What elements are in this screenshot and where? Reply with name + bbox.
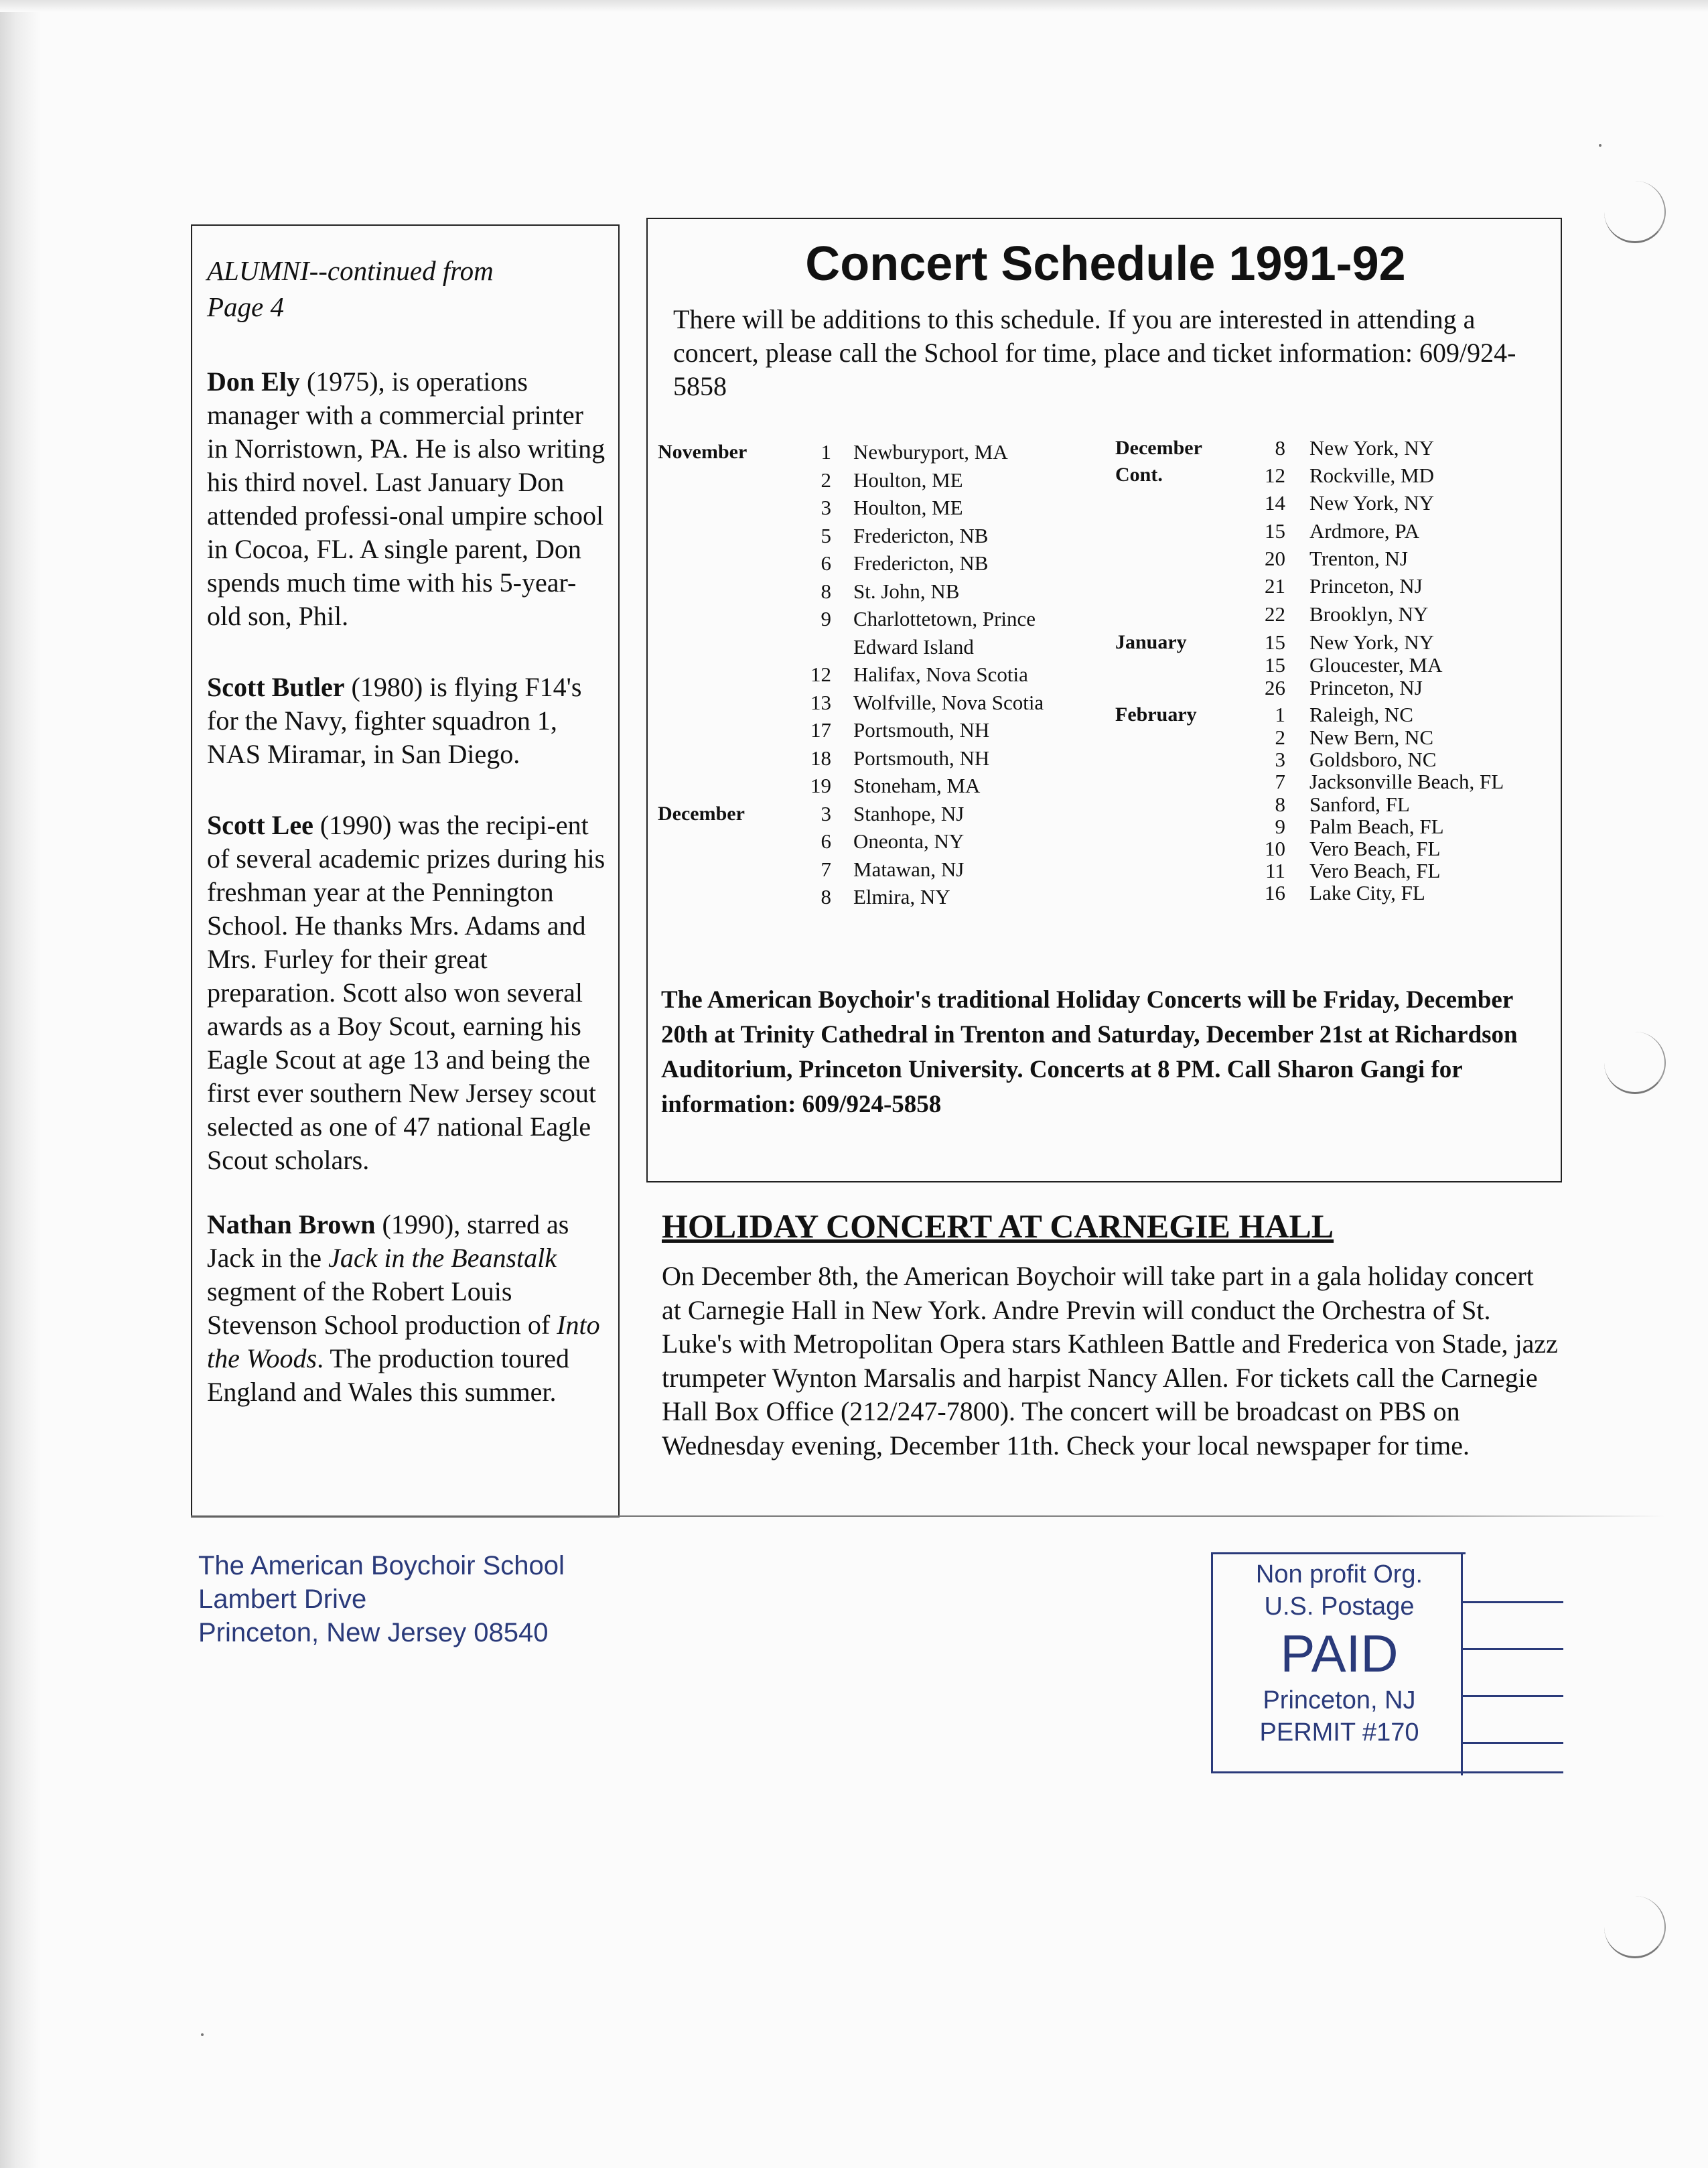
schedule-day: 11 [1265, 859, 1285, 882]
alumni-name: Nathan Brown [207, 1209, 376, 1239]
schedule-columns [658, 436, 1555, 923]
schedule-day: 5 [821, 523, 831, 547]
binder-hole-bottom [1604, 1896, 1666, 1958]
schedule-day: 15 [1265, 653, 1285, 677]
month-label-december-cont: December [1115, 437, 1202, 459]
month-label-january: January [1115, 631, 1187, 653]
schedule-day: 22 [1265, 602, 1285, 626]
schedule-place: Wolfville, Nova Scotia [853, 690, 1044, 714]
schedule-place: Edward Island [853, 634, 974, 659]
alumni-italic-title: Jack in the Beanstalk [328, 1243, 557, 1273]
alumni-name: Scott Lee [207, 810, 313, 840]
binder-hole-middle [1604, 1032, 1666, 1094]
schedule-place: Rockville, MD [1309, 464, 1434, 487]
alumni-entry-don-ely [207, 365, 609, 633]
schedule-day: 15 [1265, 519, 1285, 543]
schedule-place: Princeton, NJ [1309, 574, 1423, 598]
schedule-title: Concert Schedule 1991-92 [805, 237, 1406, 291]
schedule-place: Portsmouth, NH [853, 746, 990, 770]
schedule-place: Jacksonville Beach, FL [1309, 770, 1504, 793]
alumni-text: (1980) is flying F14's for the Navy, fighter squadron 1, NAS Miramar, in San Diego. [207, 672, 582, 769]
schedule-place: Oneonta, NY [853, 829, 965, 853]
schedule-day: 21 [1265, 574, 1285, 598]
schedule-day: 1 [1275, 703, 1285, 726]
alumni-heading [207, 253, 609, 325]
alumni-text: segment of the Robert Louis Stevenson School production of [207, 1276, 557, 1340]
schedule-place: Charlottetown, Prince [853, 607, 1036, 630]
month-label-november: November [658, 441, 748, 463]
alumni-italic-title: Into the Woods [207, 1310, 600, 1373]
schedule-place: Stoneham, MA [853, 774, 981, 797]
indicia-rule [1463, 1742, 1563, 1744]
schedule-place: New Bern, NC [1309, 726, 1434, 749]
indicia-line: Non profit Org. [1255, 1560, 1423, 1588]
schedule-day: 3 [821, 496, 831, 519]
schedule-place: Palm Beach, FL [1309, 815, 1444, 838]
schedule-place: New York, NY [1309, 630, 1435, 654]
schedule-day: 9 [821, 607, 831, 630]
schedule-intro: There will be additions to this schedule. If you are interested in attending a concert, please call the School for time, place and ticket information: 609/924-5858 [673, 304, 1516, 401]
schedule-place: Goldsboro, NC [1309, 748, 1437, 771]
scan-speck [1599, 144, 1602, 147]
address-line: Lambert Drive [198, 1584, 367, 1614]
schedule-day: 10 [1265, 837, 1285, 860]
schedule-place: Princeton, NJ [1309, 676, 1423, 699]
address-line: Princeton, New Jersey 08540 [198, 1618, 549, 1647]
alumni-text: (1990) was the recipi-ent of several academic prizes during his freshman year at the Pennington School. He thanks Mrs. Adams and Mrs. Furley for their great preparation. Scott also won several awards as a Boy Scout, earning his Eagle Scout at age 13 and being the first ever southern New Jersey scout selected as one of 47 national Eagle Scout scholars. [207, 810, 606, 1175]
schedule-day: 3 [1275, 748, 1285, 771]
schedule-day: 6 [821, 551, 831, 575]
schedule-place: Lake City, FL [1309, 881, 1425, 904]
schedule-place: Ardmore, PA [1309, 519, 1420, 543]
schedule-place: Fredericton, NB [853, 551, 989, 575]
schedule-place: Stanhope, NJ [853, 801, 965, 825]
schedule-day: 17 [810, 718, 831, 742]
page-divider [191, 1515, 1664, 1517]
schedule-place: New York, NY [1309, 491, 1435, 515]
schedule-place: Fredericton, NB [853, 523, 989, 547]
return-address [198, 1549, 565, 1649]
schedule-place: Brooklyn, NY [1309, 602, 1429, 626]
schedule-day: 2 [821, 468, 831, 492]
binder-hole-top [1604, 181, 1666, 243]
alumni-text: (1990), starred as Jack in the [207, 1209, 569, 1273]
alumni-heading-text: ALUMNI--continued from [207, 255, 494, 286]
schedule-day: 8 [821, 579, 831, 603]
schedule-day: 1 [821, 440, 831, 464]
schedule-day: 15 [1265, 630, 1285, 654]
schedule-day: 19 [810, 774, 831, 797]
alumni-column [191, 224, 620, 1517]
schedule-place: Newburyport, MA [853, 440, 1008, 464]
schedule-day: 16 [1265, 881, 1285, 904]
schedule-day: 8 [821, 885, 831, 908]
indicia-rule [1463, 1771, 1563, 1773]
schedule-place: Vero Beach, FL [1309, 859, 1441, 882]
schedule-day: 7 [821, 857, 831, 881]
indicia-rule [1463, 1695, 1563, 1697]
schedule-place: New York, NY [1309, 436, 1435, 460]
indicia-rule [1463, 1601, 1563, 1603]
holiday-concerts-note: The American Boychoir's traditional Holiday Concerts will be Friday, December 20th at Trinity Cathedral in Trenton and Saturday, December 21st at Richardson Auditorium, Princeton University. Concerts at 8 PM. Call Sharon Gangi for information: 609/924-5858 [661, 986, 1518, 1118]
address-line: The American Boychoir School [198, 1551, 565, 1580]
alumni-name: Don Ely [207, 366, 300, 397]
schedule-day: 12 [1265, 464, 1285, 487]
concert-schedule-box [646, 218, 1562, 1182]
schedule-day: 7 [1275, 770, 1285, 793]
schedule-day: 8 [1275, 793, 1285, 816]
month-label-cont: Cont. [1115, 464, 1163, 486]
indicia-paid: PAID [1280, 1624, 1399, 1683]
schedule-day: 13 [810, 690, 831, 714]
holiday-article-body: On December 8th, the American Boychoir will take part in a gala holiday concert at Carnegie Hall in New York. Andre Previn will conduct the Orchestra of St. Luke's with Metropolitan Opera stars Kathleen Battle and Frederica von Stade, jazz trumpeter Wynton Marsalis and harpist Nancy Allen. For tickets call the Carnegie Hall Box Office (212/247-7800). The concert will be broadcast on PBS on Wednesday evening, December 11th. Check your local newspaper for time. [662, 1261, 1558, 1461]
scan-edge-shadow [0, 0, 40, 2168]
schedule-place: Portsmouth, NH [853, 718, 990, 742]
month-label-february: February [1115, 703, 1197, 726]
schedule-place: Gloucester, MA [1309, 653, 1443, 677]
indicia-line: U.S. Postage [1264, 1593, 1415, 1621]
schedule-day: 12 [810, 663, 831, 686]
schedule-day: 14 [1265, 491, 1285, 515]
schedule-place: Elmira, NY [853, 885, 950, 908]
schedule-place: Houlton, ME [853, 496, 963, 519]
schedule-day: 26 [1265, 676, 1285, 699]
alumni-name: Scott Butler [207, 672, 345, 702]
schedule-place: Houlton, ME [853, 468, 963, 492]
schedule-place: St. John, NB [853, 579, 960, 603]
schedule-day: 3 [821, 801, 831, 825]
alumni-entry-scott-lee [207, 809, 609, 1177]
schedule-day: 6 [821, 829, 831, 853]
holiday-article-title: HOLIDAY CONCERT AT CARNEGIE HALL [662, 1207, 1334, 1245]
schedule-day: 8 [1275, 436, 1285, 460]
alumni-heading-page: Page 4 [207, 291, 284, 322]
schedule-place: Trenton, NJ [1309, 547, 1408, 570]
schedule-place: Vero Beach, FL [1309, 837, 1441, 860]
schedule-place: Sanford, FL [1309, 793, 1410, 816]
schedule-place: Raleigh, NC [1309, 703, 1413, 726]
schedule-day: 9 [1275, 815, 1285, 838]
schedule-place: Halifax, Nova Scotia [853, 663, 1028, 686]
schedule-day: 18 [810, 746, 831, 770]
scan-top-shadow [0, 0, 1708, 12]
schedule-day: 2 [1275, 726, 1285, 749]
indicia-rule [1463, 1648, 1563, 1650]
alumni-entry-scott-butler [207, 671, 609, 771]
schedule-place: Matawan, NJ [853, 857, 965, 881]
indicia-permit: PERMIT #170 [1259, 1718, 1419, 1747]
alumni-text: (1975), is operations manager with a commercial printer in Norristown, PA. He is also writing his third novel. Last January Don attended professi-onal umpire school in Cocoa, FL. A single parent, Don spends much time with his 5-year-old son, Phil. [207, 366, 606, 631]
indicia-line: Princeton, NJ [1263, 1686, 1416, 1714]
schedule-day: 20 [1265, 547, 1285, 570]
scan-speck [201, 2033, 204, 2036]
alumni-entry-nathan-brown [207, 1208, 609, 1409]
month-label-december: December [658, 803, 745, 825]
postage-indicia [1211, 1552, 1466, 1773]
alumni-text: . The production toured England and Wales this summer. [207, 1343, 570, 1407]
